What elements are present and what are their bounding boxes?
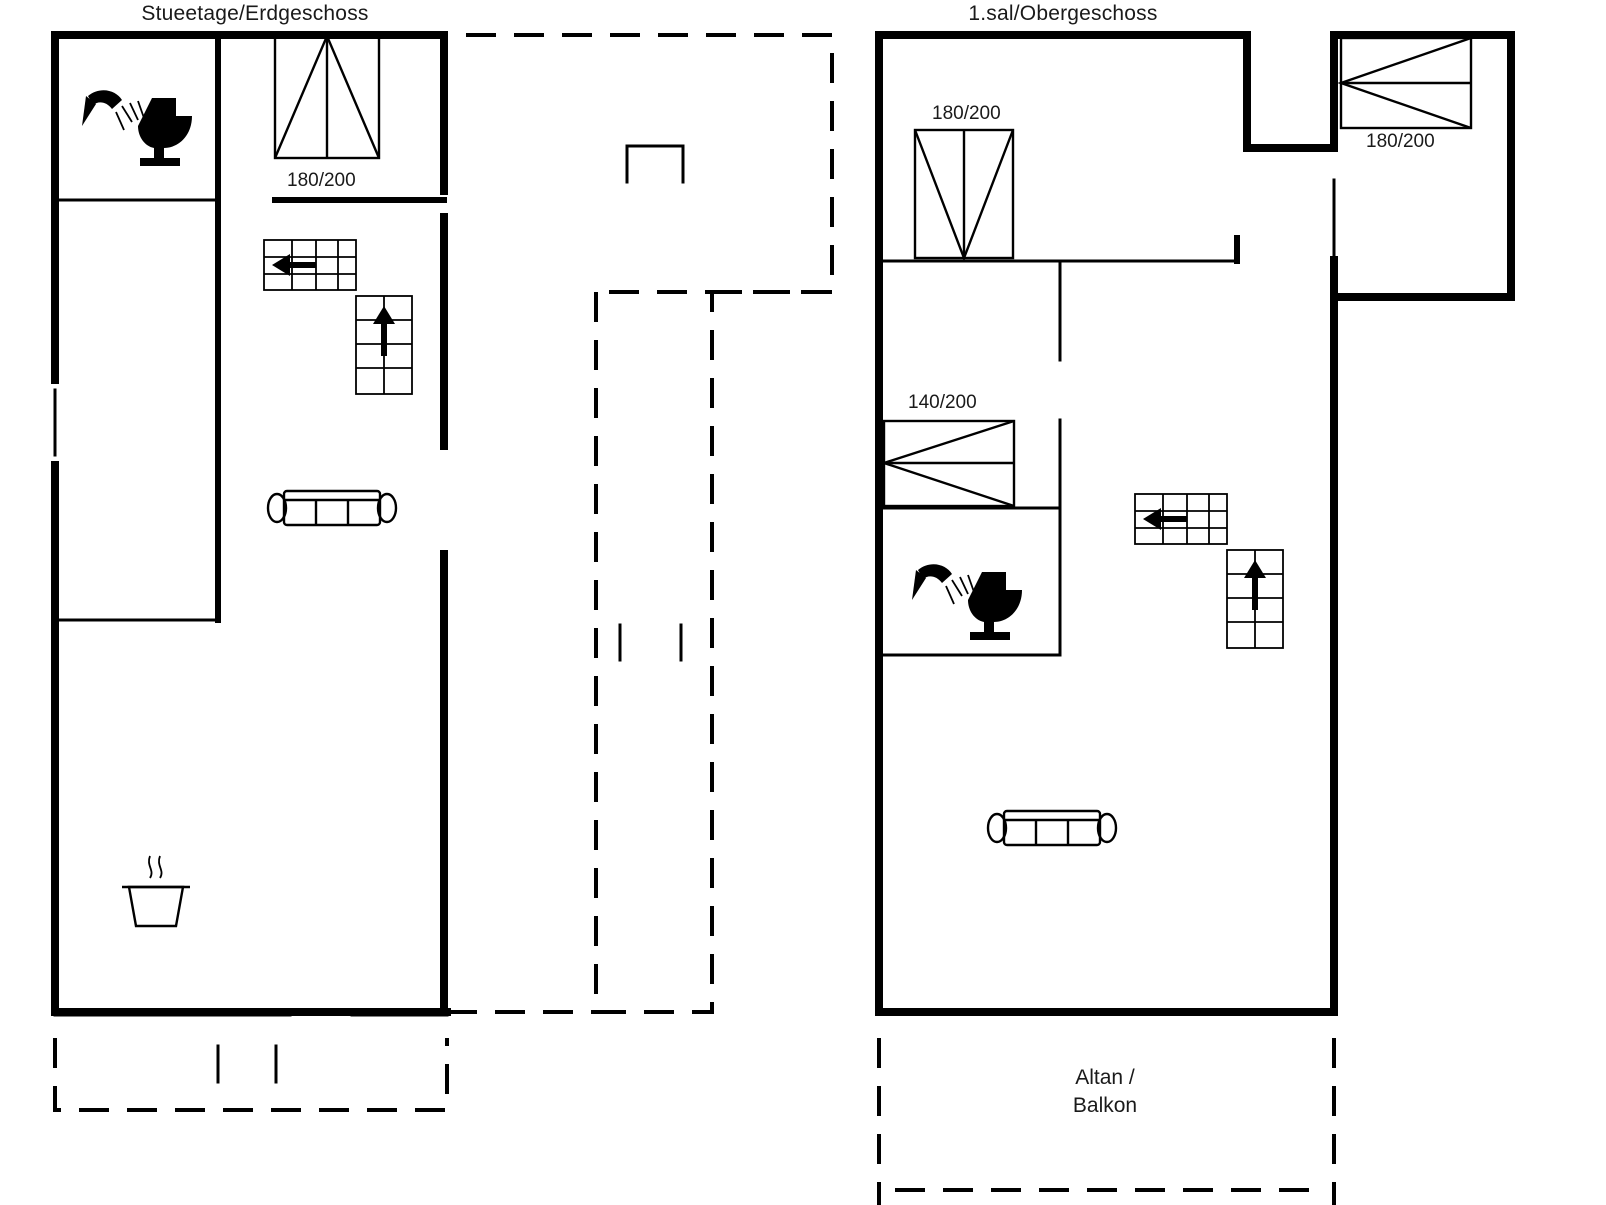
balcony-label <box>1025 1064 1185 1121</box>
stairs-up-icon-ground <box>264 240 412 394</box>
floor-title-ground: Stueetage/Erdgeschoss <box>141 2 369 25</box>
toilet-icon-upper <box>968 572 1022 640</box>
bed-dimension-ground-180-200: 180/200 <box>287 170 356 191</box>
bed-icon-upper-annex <box>1341 38 1471 128</box>
cooking-pot-icon-ground <box>122 856 190 926</box>
balcony-label-line1: Altan / <box>1075 1066 1135 1089</box>
stairs-down-icon-upper <box>1135 494 1283 648</box>
bed-icon-ground <box>275 36 379 158</box>
toilet-icon-ground <box>138 98 192 166</box>
bed-icon-upper-left <box>915 130 1013 258</box>
ground-floor-group <box>55 35 832 1110</box>
ground-dashed-outline-mid <box>596 292 712 1012</box>
upper-floor-group <box>879 35 1511 1205</box>
sofa-icon-upper <box>988 811 1116 845</box>
ground-niche <box>627 146 683 182</box>
bed-dimension-upper-annex-180-200: 180/200 <box>1366 131 1435 152</box>
bed-dimension-upper-left-180-200: 180/200 <box>932 103 1001 124</box>
balcony-label-line2: Balkon <box>1072 1094 1138 1118</box>
floor-title-upper: 1.sal/Obergeschoss <box>968 2 1158 25</box>
ground-dashed-outline-top <box>466 35 832 292</box>
shower-icon-ground <box>82 90 144 130</box>
shower-icon-upper <box>912 564 974 604</box>
bed-dimension-upper-140-200: 140/200 <box>908 392 977 413</box>
sofa-icon-ground <box>268 491 396 525</box>
ground-terrace-outline <box>55 1038 447 1110</box>
bed-icon-upper-140 <box>884 421 1014 506</box>
